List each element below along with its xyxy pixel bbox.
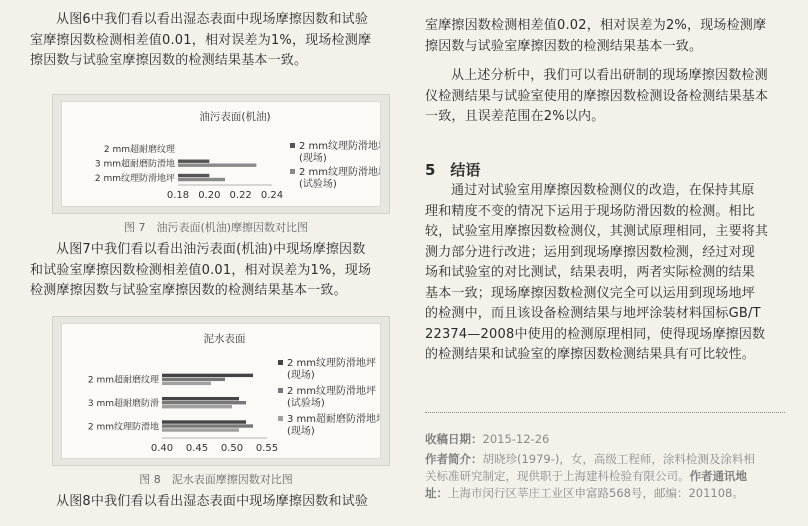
text-line: 检测摩擦因数与试验室摩擦因数的检测结果基本一致。 (30, 283, 347, 298)
author-address: 址：上海市闵行区莘庄工业区申富路568号，邮编：201108。 (425, 486, 744, 500)
figure-8 (52, 316, 390, 466)
legend-swatch (290, 143, 295, 148)
chart-title: 油污表面(机油) (199, 111, 271, 123)
figure-8-caption: 图 8 泥水表面摩擦因数对比图 (139, 473, 293, 486)
article-metadata (425, 431, 785, 502)
text-line: 理和精度不变的情况下运用于现场防滑因数的检测。相比 (425, 203, 756, 219)
author-bio-line1: 作者简介：胡晓珍(1979-)，女，高级工程师，涂料检测及涂料相 (425, 452, 755, 466)
legend-entry: 2 mm纹理防滑地坪(试验场) (299, 167, 380, 190)
author-bio-line2: 关标准研究制定，现供职于上海建科检验有限公司。作者通讯地 (425, 469, 747, 483)
x-tick-label: 0.20 (198, 190, 221, 201)
x-tick-label: 0.24 (260, 190, 284, 201)
text-line: 从图6中我们看以看出湿态表面中现场摩擦因数和试验 (56, 12, 369, 27)
received-date: 收稿日期：2015-12-26 (425, 432, 550, 446)
text-line: 和试验室摩擦因数检测相差值0.01，相对误差为1%，现场 (30, 262, 372, 278)
text-line: 从图7中我们看以看出油污表面(机油)中现场摩擦因数 (56, 242, 366, 257)
bar (162, 424, 253, 427)
bar (162, 397, 239, 400)
text-line: 基本一致；现场摩擦因数检测仪完全可以运用到现场地坪 (425, 285, 756, 301)
paragraph-fig8-continued (425, 16, 785, 57)
footnote-divider (425, 412, 785, 413)
legend-swatch (278, 416, 283, 421)
figure-7-caption: 图 7 油污表面(机油)摩擦因数对比图 (123, 221, 309, 234)
text-line: 室摩擦因数检测相差值0.02，相对误差为2%，现场检测摩 (425, 18, 767, 33)
text-line: 从上述分析中，我们可以看出研制的现场摩擦因数检测 (451, 68, 768, 83)
figure-7 (52, 94, 390, 214)
x-tick-label: 0.45 (185, 443, 209, 454)
text-line: 仪检测结果与试验室使用的摩擦因数检测设备检测结果基本 (425, 88, 769, 104)
paragraph-summary (425, 66, 785, 128)
x-tick-label: 0.40 (150, 443, 174, 454)
figure-7-plot-area (61, 101, 381, 207)
legend-swatch (290, 169, 295, 174)
paragraph-fig7-analysis (30, 240, 402, 302)
text-line: 擦因数与试验室摩擦因数的检测结果基本一致。 (425, 38, 703, 54)
x-tick-label: 0.22 (229, 190, 252, 201)
bar (162, 428, 239, 431)
legend-entry: 2 mm纹理防滑地坪(现场) (287, 358, 377, 381)
text-line: 测力部分进行改进；运用到现场摩擦因数检测，经过对现 (425, 244, 756, 260)
x-tick-label: 0.50 (220, 443, 244, 454)
text-line: 一致，且误差范围在2%以内。 (425, 109, 605, 124)
text-line: 室摩擦因数检测相差值0.01，相对误差为1%，现场检测摩 (30, 32, 372, 48)
text-line: 场和试验室的对比测试，结果表明，两者实际检测的结果 (425, 265, 756, 280)
category-label: 2 mm纹理防滑地 (87, 422, 159, 433)
bar (162, 374, 253, 377)
text-line: 的检测中，而且该设备检测结果与地坪涂装材料国标GB/T (425, 306, 761, 321)
bar (178, 174, 209, 177)
category-label: 3 mm超耐磨防滑地 (94, 159, 175, 170)
legend-swatch (278, 360, 283, 365)
figure-7-chart (62, 102, 380, 206)
bar (162, 378, 225, 381)
figure-8-chart (62, 324, 380, 458)
x-tick-label: 0.18 (166, 190, 190, 201)
bar (178, 164, 256, 167)
bar (162, 420, 246, 423)
bar (162, 405, 232, 408)
bar (178, 160, 209, 163)
chart-title: 泥水表面 (203, 333, 246, 345)
text-line: 从图8中我们看以看出湿态表面中现场摩擦因数和试验 (56, 494, 369, 509)
legend-entry: 2 mm纹理防滑地坪(现场) (299, 141, 380, 164)
legend-swatch (278, 388, 283, 393)
legend-entry: 2 mm纹理防滑地坪(试验场) (287, 386, 377, 409)
paragraph-fig6-analysis (30, 10, 402, 72)
figure-8-plot-area (61, 323, 381, 459)
bar (162, 382, 211, 385)
text-line: 擦因数与试验室摩擦因数的检测结果基本一致。 (30, 53, 308, 68)
category-label: 2 mm纹理防滑地坪 (94, 173, 175, 184)
legend-entry: 3 mm超耐磨防滑地坪(现场) (287, 414, 380, 437)
text-line: 的检测结果和试验室的摩擦因数检测结果具有可比较性。 (425, 347, 756, 362)
section-heading-conclusion: 5 结语 (425, 161, 481, 179)
text-line: 较，试验室用摩擦因数检测仪，其测试原理相同，主要将其 (425, 224, 769, 239)
bar (178, 178, 225, 181)
category-label: 2 mm超耐磨纹理 (87, 375, 159, 386)
paragraph-fig8-analysis (30, 492, 402, 513)
bar (162, 401, 246, 404)
category-label: 3 mm超耐磨防滑 (87, 399, 159, 409)
text-line: 通过对试验室用摩擦因数检测仪的改造，在保持其原 (451, 183, 755, 198)
text-line: 22374—2008中使用的检测原理相同，使得现场摩擦因数 (425, 326, 766, 342)
category-label: 2 mm超耐磨纹理 (103, 145, 175, 156)
paragraph-conclusion (425, 181, 785, 366)
x-tick-label: 0.55 (255, 443, 279, 454)
